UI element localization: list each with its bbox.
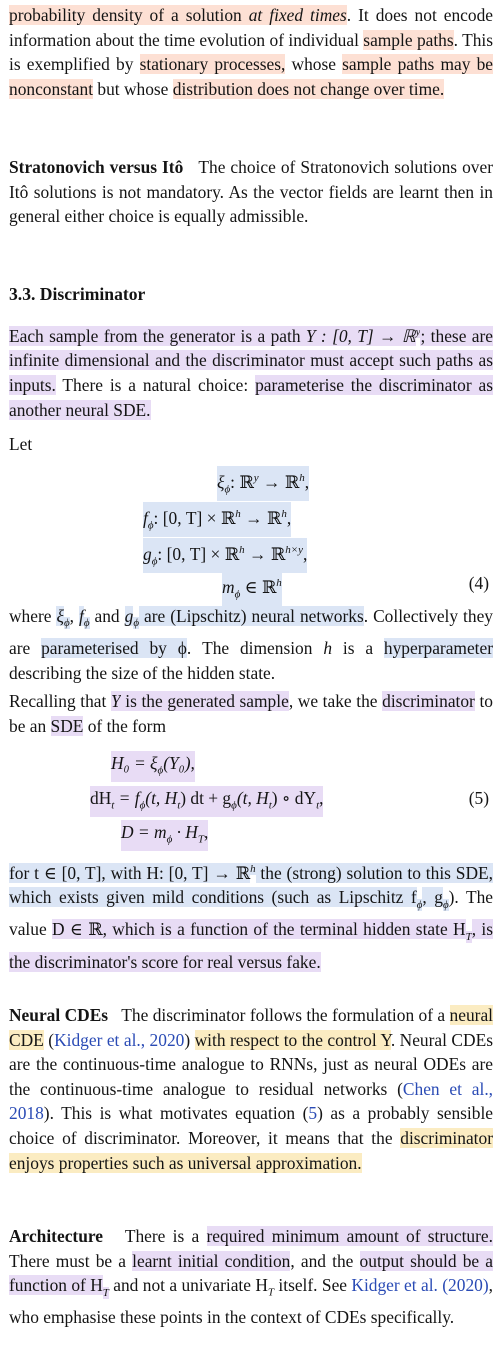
math-sup: y (415, 326, 421, 338)
math-symbol: ξ (217, 471, 225, 492)
math-text: dH (90, 788, 112, 808)
text-span: ). This is what motivates equation ( (43, 1103, 309, 1124)
equation-line (217, 466, 309, 501)
paragraph-recalling (9, 689, 493, 738)
math-text: = f (114, 788, 140, 808)
text-span: . It does not encode information about the time evolution of individual (9, 5, 494, 50)
math-text: , (303, 543, 308, 564)
math-sub: ϕ (234, 588, 241, 601)
highlight-generated-sample: is the generated sample (120, 691, 289, 711)
text-span: , and the (290, 1250, 360, 1271)
paragraph-heading: Architecture (9, 1226, 104, 1246)
equation-line (143, 538, 307, 573)
math-text: · H (172, 822, 198, 842)
citation-link[interactable]: Kidger et al., 2020 (54, 1029, 185, 1050)
text-span: . Neural CDEs are the continuous-time analogue to RNNs, just as neural ODEs are the continuous-time analogue to residual networks ( (9, 1029, 493, 1099)
math-text: → ℝ (258, 471, 300, 492)
math-text: (t, H (145, 788, 178, 808)
text-span: , we take the (288, 691, 383, 711)
math-text: D = m (121, 822, 167, 842)
text-span: to be an (9, 691, 494, 736)
text-span: There must be a (9, 1250, 133, 1271)
math-sub: ϕ (166, 833, 173, 846)
math-symbol: f (78, 606, 84, 626)
text-span: Recalling that (9, 691, 111, 711)
text-span: of the form (83, 715, 166, 736)
highlight-control: with respect to the control Y (194, 1029, 391, 1050)
math-text: : [0, T] × ℝ (153, 507, 236, 528)
highlight-nonconstant: sample paths may be nonconstant (9, 54, 493, 99)
math-sub: T (197, 833, 204, 846)
text-span: the (strong) solution to this SDE, which exists given mild conditions (such as Lipschitz f (9, 862, 493, 908)
text-span: probability density of a solution (9, 5, 249, 25)
text-span: , who emphasise these points in the context of CDEs specifically. (9, 1275, 493, 1328)
paragraph-networks (9, 604, 493, 685)
paragraph-heading: Stratonovich versus Itô (9, 157, 184, 177)
math-sup: h (299, 472, 305, 484)
math-sub: ϕ (133, 617, 140, 630)
highlight-minimum-structure: required minimum amount of structure. (206, 1226, 493, 1246)
citation-link[interactable]: Chen et al., 2018 (9, 1078, 494, 1124)
paragraph-heading: Neural CDEs (9, 1005, 109, 1025)
highlight-sample-paths: sample paths (363, 29, 454, 50)
math-sub: ϕ (147, 519, 154, 532)
math-text: , (304, 471, 310, 492)
math-symbol: f (143, 507, 148, 528)
math-symbol: Y (110, 691, 121, 711)
text-span: ). The value (9, 887, 493, 940)
math-text: H₀ = ξ (111, 753, 158, 773)
paragraph-neural-cdes (9, 1003, 493, 1175)
math-sup: h (250, 863, 256, 875)
equation-number: (4) (468, 573, 489, 593)
paragraph-architecture (9, 1224, 493, 1330)
text-span: itself. See (274, 1275, 352, 1296)
text-span: describing the size of the hidden state. (9, 662, 276, 683)
text-span: The discriminator follows the formulation of a (121, 1005, 450, 1025)
math-sub: ϕ (83, 617, 90, 630)
math-text: : ℝ (230, 471, 254, 492)
text-span: . This is exemplified by (9, 29, 493, 75)
text-span: . Collectively they are (9, 606, 494, 659)
math-sup: h (239, 544, 245, 556)
math-sub: T (465, 930, 472, 943)
paragraph-solution (9, 857, 493, 974)
text-span: and not a univariate H (108, 1275, 268, 1296)
text-span: but whose (93, 78, 173, 99)
math-sub: T (267, 1286, 275, 1299)
math-text: (Y₀), (163, 753, 195, 773)
highlight-initial-condition: learnt initial condition (132, 1250, 291, 1271)
math-text: ) dt + g (180, 788, 232, 808)
math-sub: t (111, 799, 115, 812)
text-span: , g (422, 887, 443, 908)
math-sup: h (281, 508, 287, 520)
equation-line (222, 571, 282, 606)
highlight-universal-approximation: discriminator enjoys properties such as universal approximation. (9, 1127, 493, 1173)
math-text: → ℝ (244, 543, 286, 564)
text-span: and (89, 606, 125, 626)
math-text: : [0, T] × ℝ (157, 543, 240, 564)
paragraph-generator-path (9, 320, 493, 422)
math-sup: y (253, 472, 259, 484)
text-span: The choice of Stratonovich solutions over Itô solutions is not mandatory. As the vector fields are learnt then in general either choice is equally admissible. (9, 157, 493, 227)
math-symbol: h (323, 638, 333, 659)
text-span: ) as a probably sensible choice of discriminator. Moreover, it means that the (9, 1103, 493, 1148)
math-sub: ϕ (139, 799, 146, 812)
math-symbol: m (222, 576, 235, 597)
equation-line (121, 820, 208, 851)
highlight-stationary-processes: stationary processes, (139, 54, 286, 75)
text-span: is a (332, 638, 384, 659)
math-text: , (319, 788, 324, 808)
math-sub: ϕ (442, 898, 449, 911)
equation-line (143, 502, 291, 537)
math-text: (t, H (236, 788, 269, 808)
math-sub: ϕ (231, 799, 237, 812)
highlight-distribution: distribution does not change over time. (172, 78, 445, 99)
equation-number: (5) (468, 788, 489, 808)
text-span: whose (285, 54, 343, 75)
highlight-d-in-r: D ∈ ℝ (52, 919, 103, 940)
paragraph-sde-density (9, 3, 493, 101)
paragraph-stratonovich (9, 155, 493, 229)
highlight-parameterise: parameterise the discriminator as another neural SDE. (9, 374, 493, 420)
text-span: ) (184, 1029, 195, 1050)
math-sub: t (177, 799, 181, 812)
math-sub: ϕ (224, 483, 231, 496)
highlight-neural-cde: neural CDE (9, 1005, 493, 1050)
math-sup: h (235, 508, 241, 520)
equation-reference-link[interactable]: 5 (308, 1103, 318, 1124)
text-span: Each sample from the generator is a path (9, 325, 306, 346)
equation-line (111, 751, 195, 782)
math-symbol: ξ (56, 606, 64, 626)
highlight-discriminator: discriminator (382, 691, 475, 711)
highlight-output-function: output should be a function of H (9, 1250, 493, 1296)
math-text: , (286, 507, 292, 528)
math-text: → ℝ (240, 507, 282, 528)
math-sup: h (276, 577, 282, 589)
highlight-sde: SDE (50, 715, 84, 736)
math-text: ) ∘ dY (271, 788, 317, 808)
text-span: ( (43, 1029, 55, 1050)
math-sub: t (268, 799, 272, 812)
math-sub: ϕ (151, 555, 158, 568)
text-span: where (9, 606, 57, 626)
math-sub: ϕ (416, 898, 423, 911)
text-span: ; these are infinite dimensional and the discriminator must accept such paths as inputs. (9, 325, 494, 395)
math-sub: ϕ (157, 764, 164, 777)
text-span: There is a (124, 1226, 207, 1246)
math-symbol: g (143, 543, 152, 564)
text-span: There is a natural choice: (55, 374, 256, 395)
highlight-neural-networks: are (Lipschitz) neural networks (139, 606, 364, 626)
math-text: ∈ ℝ (240, 576, 277, 597)
math-sup: h×y (285, 544, 303, 556)
math-sub: t (316, 799, 320, 812)
citation-link[interactable]: Kidger et al. (2020) (351, 1275, 489, 1296)
text-span: . The dimension (186, 638, 324, 659)
equation-line (90, 786, 323, 817)
let-text: Let (9, 434, 33, 454)
text-span: , which is a function of the terminal hidden state H (102, 919, 466, 940)
text-span: , is the discriminator's score for real versus fake. (9, 919, 493, 972)
math-symbol: g (124, 606, 134, 626)
math-sub: ϕ (63, 617, 70, 630)
text-span: , (69, 606, 79, 626)
math-text: , (204, 822, 209, 842)
math-path: Y : [0, T] → ℝ (305, 325, 416, 346)
text-span: for t ∈ [0, T], with H: [0, T] → ℝ (9, 862, 251, 883)
emphasis-text: at fixed times (248, 5, 347, 25)
math-sub: T (102, 1286, 109, 1299)
highlight-parameterised: parameterised by ϕ (41, 638, 187, 659)
section-title: 3.3. Discriminator (9, 284, 146, 304)
highlight-hyperparameter: hyperparameter (383, 638, 494, 659)
